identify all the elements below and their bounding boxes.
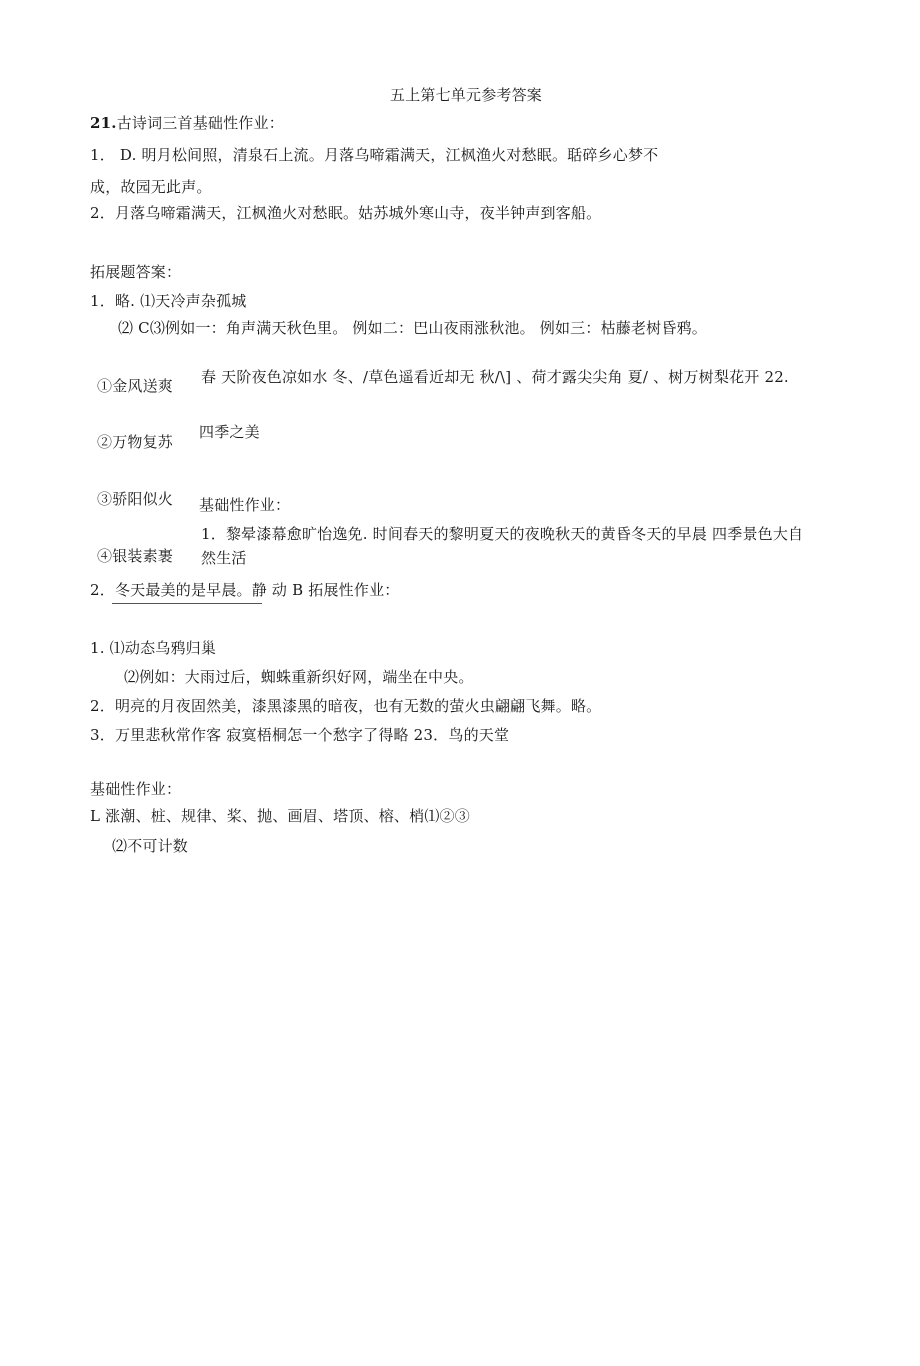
match-left-item: ④银装素裹 xyxy=(97,547,174,565)
section-21-title: 古诗词三首基础性作业： xyxy=(116,114,284,132)
answer-line: ⑵ C⑶例如一：角声满天秋色里。 例如二：巴山夜雨涨秋池。 例如三：枯藤老树昏鸦。 xyxy=(118,319,707,337)
extension-heading: 拓展题答案： xyxy=(90,263,182,281)
answer-line: 然生活 xyxy=(201,549,247,567)
answer-line: 2．明亮的月夜固然美，漆黑漆黑的暗夜，也有无数的萤火虫翩翩飞舞。略。 xyxy=(90,697,602,715)
answer-line: ⑵不可计数 xyxy=(112,837,189,855)
match-left-item: ③骄阳似火 xyxy=(97,490,174,508)
answer-line: 3．万里悲秋常作客 寂寞梧桐怎一个愁字了得略 23．鸟的天堂 xyxy=(90,726,510,744)
underline-mark xyxy=(112,603,262,604)
match-left-item: ②万物复苏 xyxy=(97,433,174,451)
answer-line: L 涨潮、桩、规律、桨、抛、画眉、塔顶、榕、梢⑴②③ xyxy=(90,807,470,825)
answer-line: 2．冬天最美的是早晨。静 动 B 拓展性作业： xyxy=(90,581,400,599)
answer-line: 1．黎晕漆幕愈旷怡逸免. 时间春天的黎明夏天的夜晚秋天的黄昏冬天的早晨 四季景色大自 xyxy=(201,525,804,543)
match-left-item: ①金风送爽 xyxy=(97,377,174,395)
page-title: 五上第七单元参考答案 xyxy=(390,86,543,104)
basic-heading: 基础性作业： xyxy=(199,496,291,514)
section-21-number: 21. xyxy=(90,114,117,132)
section-21-heading xyxy=(90,113,284,133)
section-23-heading: 基础性作业： xyxy=(90,780,182,798)
answer-line: ⑵例如：大雨过后，蜘蛛重新织好网，端坐在中央。 xyxy=(124,668,474,686)
answer-line: 1．略. ⑴天冷声杂孤城 xyxy=(90,292,247,310)
answer-line: 1. ⑴动态乌鸦归巢 xyxy=(90,639,217,657)
answer-line: 1． D. 明月松间照，清泉石上流。月落乌啼霜满天，江枫渔火对愁眠。聒碎乡心梦不 xyxy=(90,146,659,164)
match-right-line: 春 天阶夜色凉如水 冬、/草色遥看近却无 秋/\] 、荷才露尖尖角 夏/ 、树万树梨花开 22. xyxy=(201,368,789,386)
answer-line: 成，故园无此声。 xyxy=(90,178,212,196)
season-title: 四季之美 xyxy=(199,423,260,441)
answer-line: 2．月落乌啼霜满天，江枫渔火对愁眠。姑苏城外寒山寺，夜半钟声到客船。 xyxy=(90,204,602,222)
